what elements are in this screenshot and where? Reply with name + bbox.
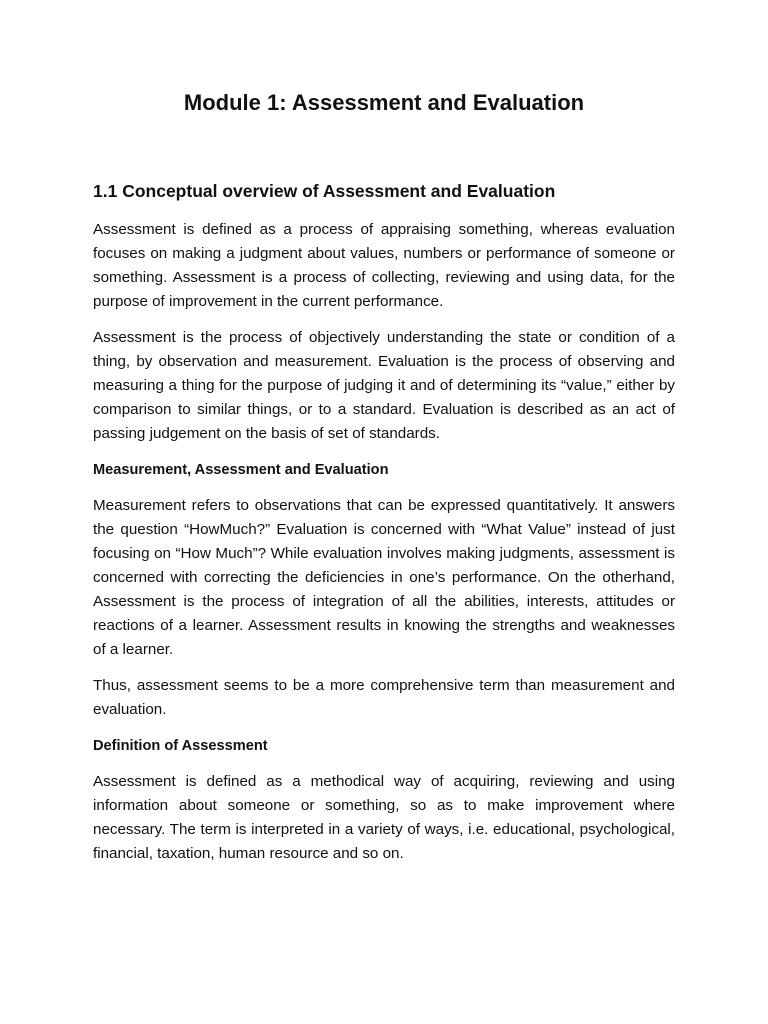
- paragraph-measurement: Measurement refers to observations that can be expressed quantitatively. It answers the question “HowMuch?” Evaluation is concerned with “What Value” instead of just focusing on “How Much”? While evaluation involves making judgments, assessment is concerned with correcting the deficiencies in one’s performance. On the otherhand, Assessment is the process of integration of all the abilities, interests, attitudes or reactions of a learner. Assessment results in knowing the strengths and weaknesses of a learner.: [93, 497, 675, 658]
- section-heading: 1.1 Conceptual overview of Assessment and Evaluation: [93, 181, 556, 201]
- paragraph-definition-of-assessment: Assessment is defined as a methodical way of acquiring, reviewing and using information about someone or something, so as to make improvement where necessary. The term is interpreted in a variety of ways, i.e. educational, psychological, financial, taxation, human resource and so on.: [93, 773, 675, 862]
- subheading-measurement-assessment-evaluation: Measurement, Assessment and Evaluation: [93, 462, 389, 478]
- paragraph-assessment-vs-evaluation: Assessment is the process of objectively understanding the state or condition of a thing, by observation and measurement. Evaluation is the process of observing and measuring a thing for the purpose of judging it and of determining its “value,” either by comparison to similar things, or to a standard. Evaluation is described as an act of passing judgement on the basis of set of standards.: [93, 329, 675, 442]
- document-body: [93, 218, 675, 878]
- document-title: Module 1: Assessment and Evaluation: [183, 90, 585, 115]
- subheading-definition-of-assessment: Definition of Assessment: [93, 738, 268, 754]
- paragraph-assessment-definition-overview: Assessment is defined as a process of appraising something, whereas evaluation focuses on making a judgment about values, numbers or performance of someone or something. Assessment is a process of collecting, reviewing and using data, for the purpose of improvement in the current performance.: [93, 221, 675, 310]
- paragraph-comprehensive-term: Thus, assessment seems to be a more comprehensive term than measurement and evaluation.: [93, 677, 675, 718]
